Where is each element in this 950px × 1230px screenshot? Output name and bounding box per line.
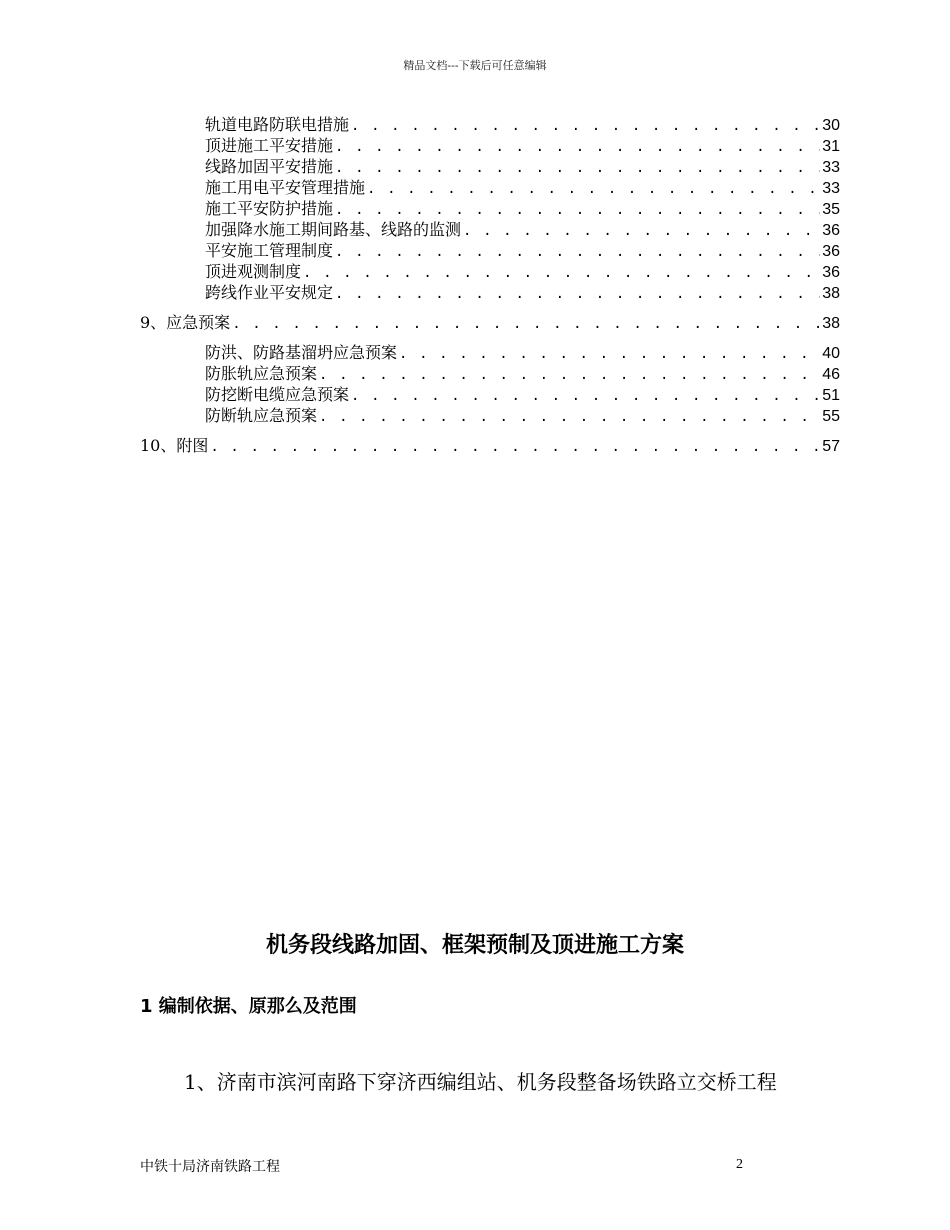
toc-entry-title: 线路加固平安措施 xyxy=(205,157,334,176)
toc-entry-title: 9、应急预案 xyxy=(140,313,231,332)
toc-entry[interactable] xyxy=(140,282,840,303)
toc-entry-page: 36 xyxy=(822,264,840,281)
document-title: 机务段线路加固、框架预制及顶进施工方案 xyxy=(265,933,684,958)
toc-entry-page: 35 xyxy=(822,201,840,218)
toc-entry-page: 51 xyxy=(822,387,840,404)
toc-entry[interactable] xyxy=(140,312,840,333)
toc-leader-dots xyxy=(399,344,820,365)
toc-leader-dots xyxy=(335,200,820,221)
table-of-contents xyxy=(140,114,840,465)
toc-entry[interactable] xyxy=(140,261,840,282)
toc-leader-dots xyxy=(303,263,820,284)
toc-entry-page: 55 xyxy=(822,408,840,425)
toc-leader-dots xyxy=(335,242,820,263)
toc-entry[interactable] xyxy=(140,177,840,198)
toc-leader-dots xyxy=(319,407,820,428)
toc-entry-page: 33 xyxy=(822,180,840,197)
toc-entry-title: 防断轨应急预案 xyxy=(205,406,318,425)
toc-leader-dots xyxy=(351,116,820,137)
toc-entry-title: 防挖断电缆应急预案 xyxy=(205,385,350,404)
toc-entry[interactable] xyxy=(140,405,840,426)
toc-leader-dots xyxy=(335,158,820,179)
toc-entry[interactable] xyxy=(140,240,840,261)
toc-entry-title: 10、附图 xyxy=(140,436,209,455)
toc-entry-page: 36 xyxy=(822,243,840,260)
toc-entry[interactable] xyxy=(140,342,840,363)
toc-leader-dots xyxy=(463,221,820,242)
toc-entry-page: 31 xyxy=(822,138,840,155)
toc-entry-title: 顶进施工平安措施 xyxy=(205,136,334,155)
toc-entry-title: 防洪、防路基溜坍应急预案 xyxy=(205,343,398,362)
toc-entry[interactable] xyxy=(140,384,840,405)
toc-entry-title: 平安施工管理制度 xyxy=(205,241,334,260)
toc-entry-page: 46 xyxy=(822,366,840,383)
toc-entry-title: 跨线作业平安规定 xyxy=(205,283,334,302)
toc-entry-title: 轨道电路防联电措施 xyxy=(205,115,350,134)
toc-entry-page: 40 xyxy=(822,345,840,362)
toc-entry-title: 顶进观测制度 xyxy=(205,262,302,281)
toc-leader-dots xyxy=(210,437,820,458)
toc-entry[interactable] xyxy=(140,435,840,456)
toc-entry[interactable] xyxy=(140,135,840,156)
body-paragraph: 1、济南市滨河南路下穿济西编组站、机务段整备场铁路立交桥工程 xyxy=(184,1070,777,1094)
toc-leader-dots xyxy=(232,314,820,335)
toc-entry-page: 30 xyxy=(822,117,840,134)
footer-page-number: 2 xyxy=(736,1157,743,1172)
toc-entry[interactable] xyxy=(140,114,840,135)
section-heading: 1 编制依据、原那么及范围 xyxy=(140,996,357,1017)
toc-leader-dots xyxy=(319,365,820,386)
toc-entry[interactable] xyxy=(140,198,840,219)
toc-entry-page: 36 xyxy=(822,222,840,239)
toc-leader-dots xyxy=(335,284,820,305)
toc-leader-dots xyxy=(351,386,820,407)
toc-entry-title: 施工用电平安管理措施 xyxy=(205,178,366,197)
toc-entry-title: 施工平安防护措施 xyxy=(205,199,334,218)
page-header: 精品文档---下载后可任意编辑 xyxy=(403,59,547,72)
toc-entry[interactable] xyxy=(140,219,840,240)
toc-entry-page: 57 xyxy=(822,438,840,455)
footer-organization: 中铁十局济南铁路工程 xyxy=(140,1159,280,1175)
toc-leader-dots xyxy=(335,137,820,158)
toc-entry-title: 防胀轨应急预案 xyxy=(205,364,318,383)
toc-entry-title: 加强降水施工期间路基、线路的监测 xyxy=(205,220,462,239)
toc-leader-dots xyxy=(367,179,820,200)
toc-entry[interactable] xyxy=(140,363,840,384)
toc-entry-page: 38 xyxy=(822,315,840,332)
toc-entry-page: 33 xyxy=(822,159,840,176)
toc-entry-page: 38 xyxy=(822,285,840,302)
toc-entry[interactable] xyxy=(140,156,840,177)
